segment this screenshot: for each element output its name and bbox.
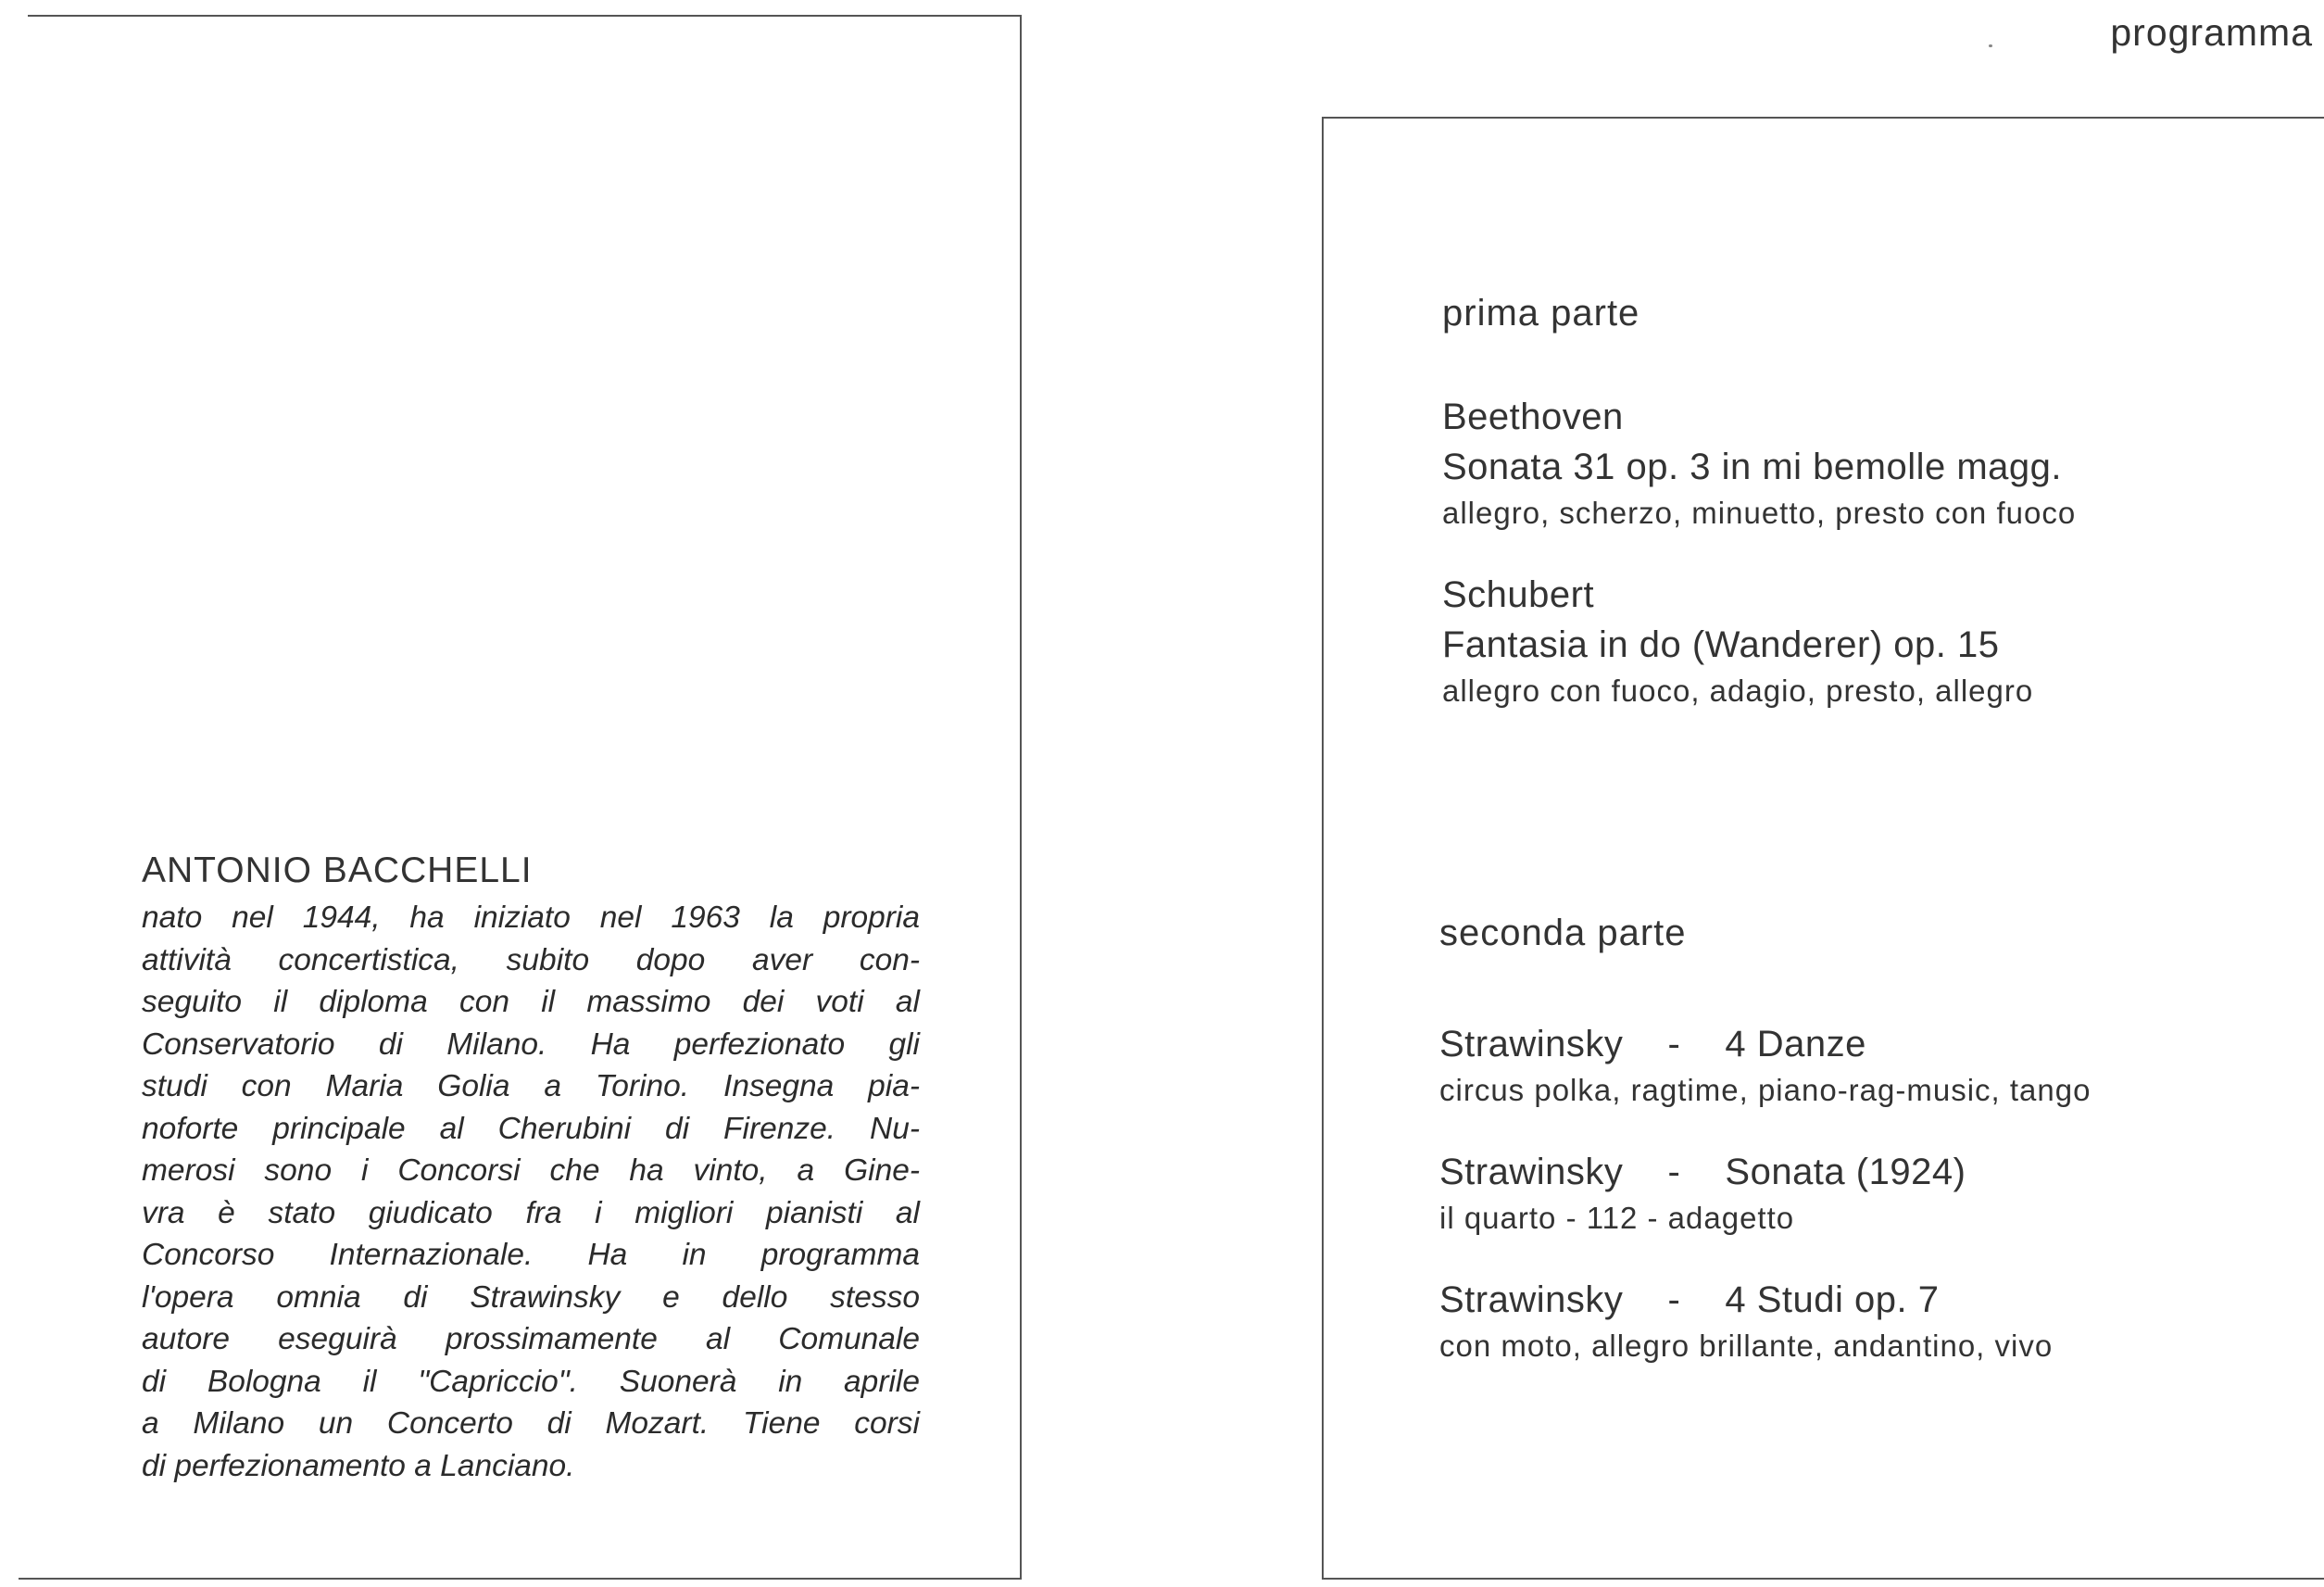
bio-line: vra è stato giudicato fra i migliori pianisti al bbox=[142, 1195, 920, 1230]
work-strawinsky-sonata bbox=[1439, 1147, 2257, 1240]
work-heading bbox=[1439, 1147, 2257, 1197]
performer-name: ANTONIO BACCHELLI bbox=[142, 850, 533, 890]
composer: Strawinsky bbox=[1439, 1152, 1624, 1192]
bio-line: noforte principale al Cherubini di Firenze. Nu- bbox=[142, 1111, 920, 1146]
work-heading bbox=[1439, 1275, 2257, 1325]
composer: Beethoven bbox=[1442, 397, 1624, 437]
work-heading bbox=[1439, 1019, 2257, 1069]
bio-line: l'opera omnia di Strawinsky e dello stesso bbox=[142, 1279, 920, 1315]
bio-line: autore eseguirà prossimamente al Comunale bbox=[142, 1322, 920, 1356]
separator: - bbox=[1667, 1279, 1681, 1320]
bio-line: nato nel 1944, ha iniziato nel 1963 la propria bbox=[142, 901, 920, 935]
work-title: Sonata (1924) bbox=[1725, 1152, 1966, 1192]
separator: - bbox=[1667, 1024, 1681, 1064]
movements: il quarto - 112 - adagetto bbox=[1439, 1201, 1795, 1235]
movements: allegro con fuoco, adagio, presto, allegro bbox=[1442, 674, 2034, 708]
movements: circus polka, ragtime, piano-rag-music, tango bbox=[1439, 1073, 2092, 1107]
biography-page bbox=[28, 15, 1022, 1580]
bio-line: merosi sono i Concorsi che ha vinto, a Gine- bbox=[142, 1153, 920, 1188]
biography-text bbox=[142, 897, 920, 1487]
program-page bbox=[1322, 117, 2324, 1580]
bio-line: di perfezionamento a Lanciano. bbox=[142, 1448, 575, 1483]
separator: - bbox=[1667, 1152, 1681, 1192]
composer: Strawinsky bbox=[1439, 1279, 1624, 1320]
work-schubert bbox=[1442, 570, 2257, 712]
program-heading: programma bbox=[2110, 11, 2313, 54]
bio-line: seguito il diploma con il massimo dei voti al bbox=[142, 985, 920, 1019]
section-title-part1: prima parte bbox=[1442, 293, 1640, 334]
bio-line: Conservatorio di Milano. Ha perfezionato gli bbox=[142, 1027, 920, 1062]
work-title: Fantasia in do (Wanderer) op. 15 bbox=[1442, 624, 2000, 665]
bio-line: Concorso Internazionale. Ha in programma bbox=[142, 1238, 920, 1272]
biography bbox=[142, 850, 929, 1487]
composer: Strawinsky bbox=[1439, 1024, 1624, 1064]
print-speck bbox=[1989, 44, 1992, 47]
section-title-part2: seconda parte bbox=[1439, 913, 1687, 953]
bio-line: studi con Maria Golia a Torino. Insegna pia- bbox=[142, 1069, 920, 1103]
bio-line: a Milano un Concerto di Mozart. Tiene corsi bbox=[142, 1406, 920, 1441]
program-listing bbox=[1439, 293, 2257, 1367]
composer: Schubert bbox=[1442, 574, 1595, 615]
work-beethoven bbox=[1442, 392, 2257, 535]
movements: allegro, scherzo, minuetto, presto con fuoco bbox=[1442, 496, 2077, 530]
work-title: 4 Danze bbox=[1725, 1024, 1866, 1064]
bottom-rule bbox=[19, 1578, 28, 1580]
bio-line: di Bologna il "Capriccio". Suonerà in aprile bbox=[142, 1364, 920, 1399]
movements: con moto, allegro brillante, andantino, vivo bbox=[1439, 1329, 2054, 1363]
bio-line: attività concertistica, subito dopo aver con- bbox=[142, 942, 920, 977]
work-title: 4 Studi op. 7 bbox=[1725, 1279, 1940, 1320]
work-strawinsky-danze bbox=[1439, 1019, 2257, 1112]
work-strawinsky-studi bbox=[1439, 1275, 2257, 1367]
work-title: Sonata 31 op. 3 in mi bemolle magg. bbox=[1442, 447, 2063, 487]
